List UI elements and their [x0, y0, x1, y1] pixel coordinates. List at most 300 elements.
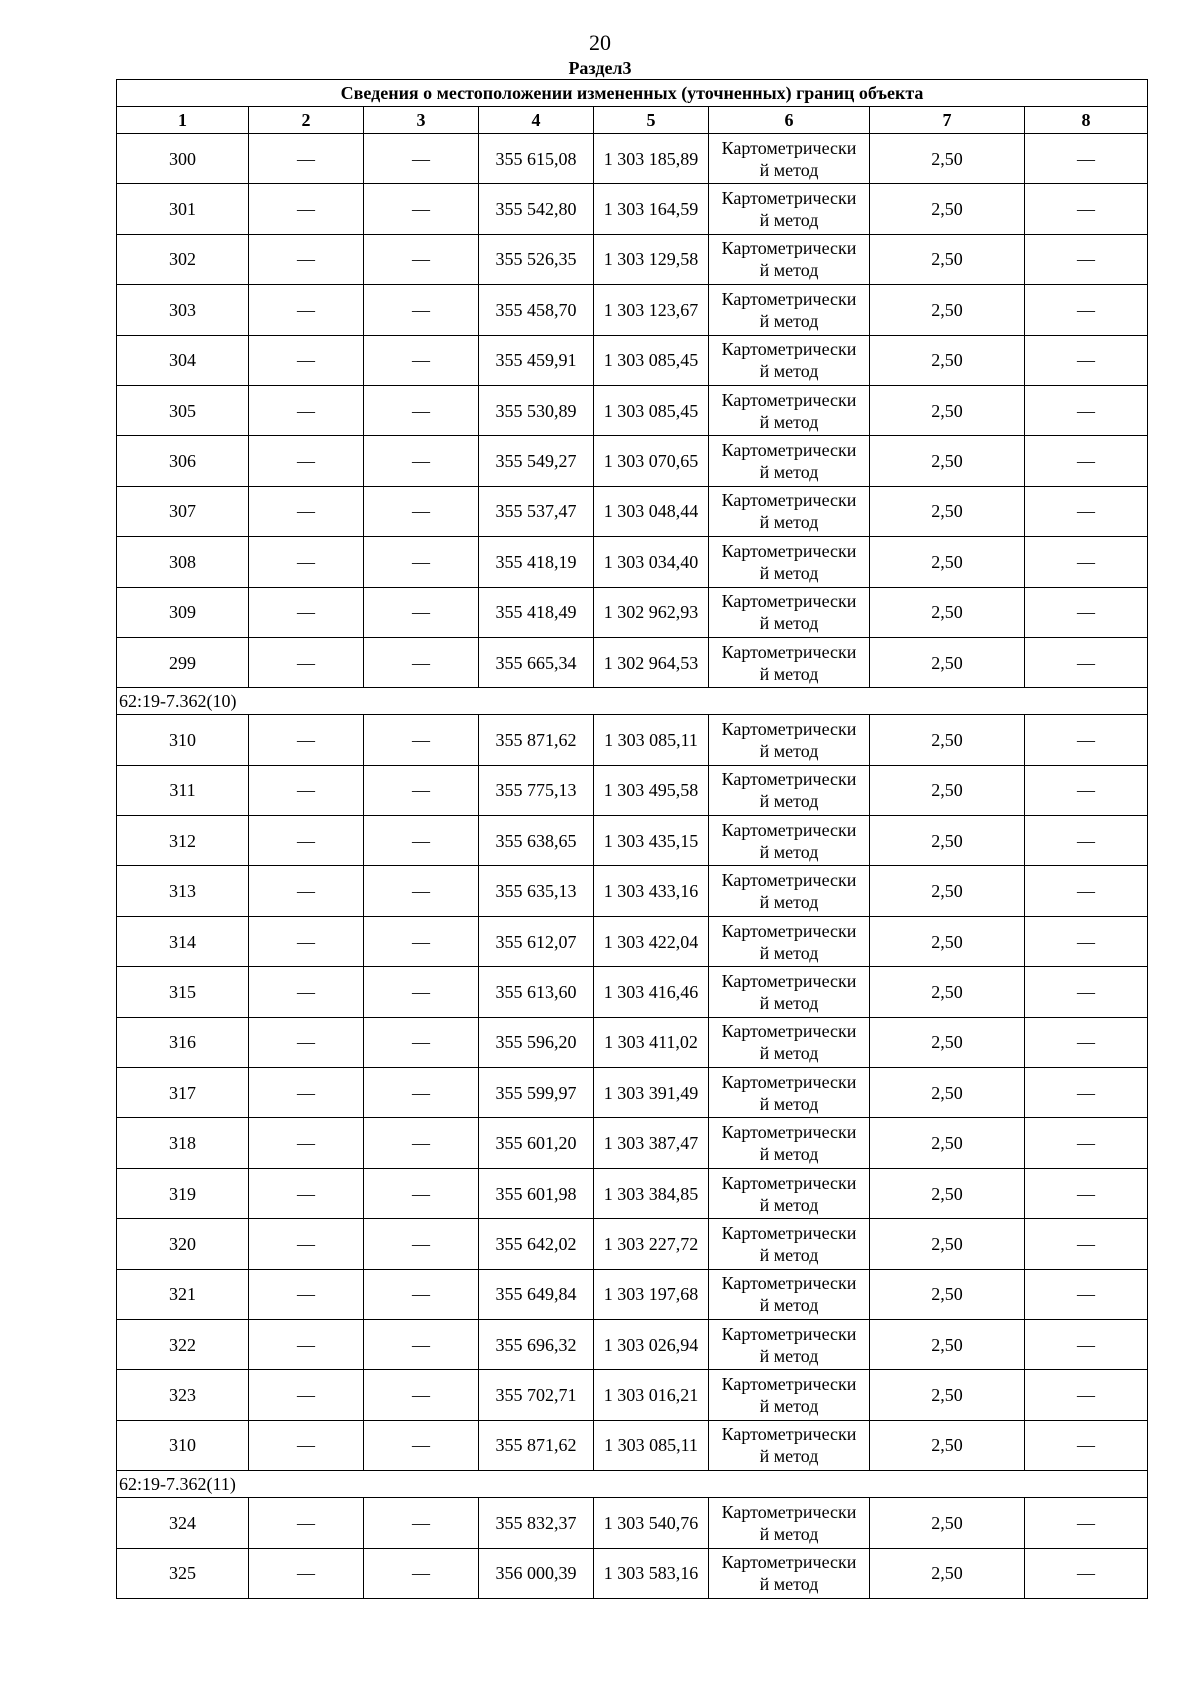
table-row [117, 916, 1148, 966]
method-line-1: Картометрически [721, 769, 857, 790]
y-coordinate: 1 303 422,04 [594, 916, 709, 966]
col-3-cell: — [364, 715, 479, 765]
col-3-cell: — [364, 1370, 479, 1420]
col-2-cell: — [249, 486, 364, 536]
group-row [117, 1471, 1148, 1498]
x-coordinate: 355 542,80 [479, 184, 594, 234]
x-coordinate: 356 000,39 [479, 1548, 594, 1598]
point-number: 315 [117, 967, 249, 1017]
accuracy-cell: 2,50 [870, 967, 1025, 1017]
col-8-cell: — [1025, 1498, 1148, 1548]
method-cell [709, 715, 870, 765]
method-line-2: й метод [759, 361, 819, 382]
col-3-cell: — [364, 587, 479, 637]
accuracy-cell: 2,50 [870, 436, 1025, 486]
col-8-cell: — [1025, 1319, 1148, 1369]
table-row [117, 234, 1148, 284]
col-2-cell: — [249, 715, 364, 765]
table-row [117, 285, 1148, 335]
point-number: 316 [117, 1017, 249, 1067]
column-number-8: 8 [1025, 107, 1148, 134]
accuracy-cell: 2,50 [870, 234, 1025, 284]
table-row [117, 1548, 1148, 1598]
accuracy-cell: 2,50 [870, 335, 1025, 385]
table-row [117, 1068, 1148, 1118]
col-8-cell: — [1025, 184, 1148, 234]
method-line-1: Картометрически [721, 1501, 857, 1522]
col-8-cell: — [1025, 1068, 1148, 1118]
method-line-2: й метод [759, 1446, 819, 1467]
page-number: 20 [589, 30, 611, 55]
col-8-cell: — [1025, 1118, 1148, 1168]
col-2-cell: — [249, 866, 364, 916]
method-line-1: Картометрически [721, 1122, 857, 1143]
method-line-1: Картометрически [721, 1071, 857, 1092]
table-row [117, 1219, 1148, 1269]
col-8-cell: — [1025, 1548, 1148, 1598]
x-coordinate: 355 635,13 [479, 866, 594, 916]
method-line-2: й метод [759, 512, 819, 533]
x-coordinate: 355 775,13 [479, 765, 594, 815]
col-3-cell: — [364, 285, 479, 335]
x-coordinate: 355 549,27 [479, 436, 594, 486]
point-number: 301 [117, 184, 249, 234]
method-line-1: Картометрически [721, 1323, 857, 1344]
boundary-table [116, 79, 1148, 1599]
method-line-2: й метод [759, 159, 819, 180]
point-number: 322 [117, 1319, 249, 1369]
col-2-cell: — [249, 1068, 364, 1118]
col-2-cell: — [249, 1370, 364, 1420]
accuracy-cell: 2,50 [870, 1498, 1025, 1548]
table-body [117, 134, 1148, 1599]
method-line-1: Картометрически [721, 920, 857, 941]
method-cell [709, 134, 870, 184]
accuracy-cell: 2,50 [870, 637, 1025, 687]
col-3-cell: — [364, 1118, 479, 1168]
table-row [117, 1168, 1148, 1218]
x-coordinate: 355 530,89 [479, 385, 594, 435]
col-8-cell: — [1025, 916, 1148, 966]
col-3-cell: — [364, 486, 479, 536]
col-3-cell: — [364, 1219, 479, 1269]
table-row [117, 134, 1148, 184]
y-coordinate: 1 303 384,85 [594, 1168, 709, 1218]
table-row [117, 1118, 1148, 1168]
method-cell [709, 537, 870, 587]
y-coordinate: 1 303 085,45 [594, 385, 709, 435]
col-3-cell: — [364, 866, 479, 916]
x-coordinate: 355 871,62 [479, 1420, 594, 1470]
accuracy-cell: 2,50 [870, 1068, 1025, 1118]
method-line-1: Картометрически [721, 1552, 857, 1573]
method-line-2: й метод [759, 462, 819, 483]
method-cell [709, 285, 870, 335]
method-cell [709, 1319, 870, 1369]
col-3-cell: — [364, 916, 479, 966]
x-coordinate: 355 537,47 [479, 486, 594, 536]
col-3-cell: — [364, 1498, 479, 1548]
method-cell [709, 486, 870, 536]
method-cell [709, 1068, 870, 1118]
column-number-row [117, 107, 1148, 134]
col-3-cell: — [364, 1017, 479, 1067]
point-number: 320 [117, 1219, 249, 1269]
method-cell [709, 637, 870, 687]
table-row [117, 184, 1148, 234]
column-number-4: 4 [479, 107, 594, 134]
col-2-cell: — [249, 1498, 364, 1548]
accuracy-cell: 2,50 [870, 816, 1025, 866]
method-line-2: й метод [759, 310, 819, 331]
method-line-1: Картометрически [721, 591, 857, 612]
accuracy-cell: 2,50 [870, 486, 1025, 536]
point-number: 308 [117, 537, 249, 587]
y-coordinate: 1 303 495,58 [594, 765, 709, 815]
table-row [117, 715, 1148, 765]
point-number: 318 [117, 1118, 249, 1168]
y-coordinate: 1 302 964,53 [594, 637, 709, 687]
point-number: 300 [117, 134, 249, 184]
point-number: 309 [117, 587, 249, 637]
col-8-cell: — [1025, 967, 1148, 1017]
method-line-1: Картометрически [721, 339, 857, 360]
x-coordinate: 355 458,70 [479, 285, 594, 335]
x-coordinate: 355 871,62 [479, 715, 594, 765]
accuracy-cell: 2,50 [870, 1118, 1025, 1168]
column-number-1: 1 [117, 107, 249, 134]
point-number: 305 [117, 385, 249, 435]
point-number: 319 [117, 1168, 249, 1218]
col-3-cell: — [364, 184, 479, 234]
x-coordinate: 355 599,97 [479, 1068, 594, 1118]
table-row [117, 967, 1148, 1017]
method-line-1: Картометрически [721, 819, 857, 840]
point-number: 324 [117, 1498, 249, 1548]
table-caption: Сведения о местоположении измененных (уточненных) границ объекта [117, 80, 1148, 107]
method-line-2: й метод [759, 1043, 819, 1064]
col-8-cell: — [1025, 637, 1148, 687]
table-row [117, 1370, 1148, 1420]
method-line-1: Картометрически [721, 1021, 857, 1042]
point-number: 313 [117, 866, 249, 916]
col-2-cell: — [249, 765, 364, 815]
method-line-2: й метод [759, 1244, 819, 1265]
method-line-1: Картометрически [721, 970, 857, 991]
method-line-2: й метод [759, 1194, 819, 1215]
accuracy-cell: 2,50 [870, 1269, 1025, 1319]
method-line-1: Картометрически [721, 718, 857, 739]
col-8-cell: — [1025, 385, 1148, 435]
point-number: 310 [117, 1420, 249, 1470]
col-3-cell: — [364, 234, 479, 284]
table-row [117, 637, 1148, 687]
method-line-2: й метод [759, 1396, 819, 1417]
accuracy-cell: 2,50 [870, 134, 1025, 184]
table-row [117, 866, 1148, 916]
col-3-cell: — [364, 1068, 479, 1118]
col-2-cell: — [249, 537, 364, 587]
y-coordinate: 1 303 185,89 [594, 134, 709, 184]
col-3-cell: — [364, 1548, 479, 1598]
method-cell [709, 436, 870, 486]
col-8-cell: — [1025, 587, 1148, 637]
method-line-1: Картометрически [721, 1273, 857, 1294]
table-row [117, 816, 1148, 866]
accuracy-cell: 2,50 [870, 587, 1025, 637]
col-8-cell: — [1025, 285, 1148, 335]
method-line-2: й метод [759, 613, 819, 634]
col-8-cell: — [1025, 537, 1148, 587]
x-coordinate: 355 642,02 [479, 1219, 594, 1269]
col-2-cell: — [249, 1420, 364, 1470]
col-2-cell: — [249, 436, 364, 486]
point-number: 304 [117, 335, 249, 385]
table-row [117, 385, 1148, 435]
method-line-2: й метод [759, 411, 819, 432]
method-cell [709, 234, 870, 284]
accuracy-cell: 2,50 [870, 916, 1025, 966]
method-line-1: Картометрически [721, 490, 857, 511]
point-number: 310 [117, 715, 249, 765]
method-line-1: Картометрически [721, 238, 857, 259]
point-number: 312 [117, 816, 249, 866]
col-2-cell: — [249, 1118, 364, 1168]
method-line-1: Картометрически [721, 641, 857, 662]
method-cell [709, 1370, 870, 1420]
point-number: 321 [117, 1269, 249, 1319]
method-line-1: Картометрически [721, 288, 857, 309]
point-number: 299 [117, 637, 249, 687]
column-number-2: 2 [249, 107, 364, 134]
table-row [117, 335, 1148, 385]
y-coordinate: 1 303 433,16 [594, 866, 709, 916]
method-line-1: Картометрически [721, 1222, 857, 1243]
point-number: 325 [117, 1548, 249, 1598]
method-cell [709, 184, 870, 234]
col-2-cell: — [249, 234, 364, 284]
method-line-2: й метод [759, 791, 819, 812]
method-line-2: й метод [759, 1295, 819, 1316]
y-coordinate: 1 303 016,21 [594, 1370, 709, 1420]
column-number-7: 7 [870, 107, 1025, 134]
point-number: 306 [117, 436, 249, 486]
table-row [117, 436, 1148, 486]
method-cell [709, 335, 870, 385]
method-line-2: й метод [759, 740, 819, 761]
col-8-cell: — [1025, 234, 1148, 284]
table-row [117, 587, 1148, 637]
y-coordinate: 1 303 387,47 [594, 1118, 709, 1168]
group-label: 62:19-7.362(11) [117, 1471, 1148, 1498]
y-coordinate: 1 303 085,11 [594, 1420, 709, 1470]
method-line-2: й метод [759, 1523, 819, 1544]
method-line-2: й метод [759, 663, 819, 684]
method-line-2: й метод [759, 992, 819, 1013]
x-coordinate: 355 649,84 [479, 1269, 594, 1319]
col-8-cell: — [1025, 765, 1148, 815]
y-coordinate: 1 303 026,94 [594, 1319, 709, 1369]
accuracy-cell: 2,50 [870, 1319, 1025, 1369]
method-cell [709, 765, 870, 815]
col-2-cell: — [249, 816, 364, 866]
y-coordinate: 1 303 123,67 [594, 285, 709, 335]
x-coordinate: 355 601,20 [479, 1118, 594, 1168]
method-cell [709, 916, 870, 966]
accuracy-cell: 2,50 [870, 715, 1025, 765]
x-coordinate: 355 613,60 [479, 967, 594, 1017]
accuracy-cell: 2,50 [870, 1017, 1025, 1067]
method-line-2: й метод [759, 942, 819, 963]
point-number: 314 [117, 916, 249, 966]
table-row [117, 765, 1148, 815]
table-row [117, 1269, 1148, 1319]
col-3-cell: — [364, 967, 479, 1017]
accuracy-cell: 2,50 [870, 866, 1025, 916]
method-line-2: й метод [759, 562, 819, 583]
y-coordinate: 1 303 034,40 [594, 537, 709, 587]
method-line-1: Картометрически [721, 870, 857, 891]
method-cell [709, 816, 870, 866]
col-3-cell: — [364, 1420, 479, 1470]
method-cell [709, 1118, 870, 1168]
table-row [117, 537, 1148, 587]
method-line-1: Картометрически [721, 389, 857, 410]
y-coordinate: 1 302 962,93 [594, 587, 709, 637]
col-8-cell: — [1025, 436, 1148, 486]
col-2-cell: — [249, 1017, 364, 1067]
method-line-2: й метод [759, 1144, 819, 1165]
x-coordinate: 355 418,19 [479, 537, 594, 587]
col-2-cell: — [249, 637, 364, 687]
col-3-cell: — [364, 637, 479, 687]
col-3-cell: — [364, 436, 479, 486]
accuracy-cell: 2,50 [870, 537, 1025, 587]
y-coordinate: 1 303 070,65 [594, 436, 709, 486]
col-8-cell: — [1025, 1017, 1148, 1067]
x-coordinate: 355 612,07 [479, 916, 594, 966]
col-2-cell: — [249, 967, 364, 1017]
x-coordinate: 355 418,49 [479, 587, 594, 637]
col-3-cell: — [364, 1168, 479, 1218]
method-cell [709, 1498, 870, 1548]
col-3-cell: — [364, 1269, 479, 1319]
col-3-cell: — [364, 765, 479, 815]
col-3-cell: — [364, 537, 479, 587]
x-coordinate: 355 459,91 [479, 335, 594, 385]
accuracy-cell: 2,50 [870, 285, 1025, 335]
y-coordinate: 1 303 411,02 [594, 1017, 709, 1067]
accuracy-cell: 2,50 [870, 1548, 1025, 1598]
method-line-1: Картометрически [721, 1374, 857, 1395]
col-8-cell: — [1025, 134, 1148, 184]
col-3-cell: — [364, 134, 479, 184]
method-cell [709, 967, 870, 1017]
x-coordinate: 355 665,34 [479, 637, 594, 687]
col-2-cell: — [249, 1269, 364, 1319]
y-coordinate: 1 303 227,72 [594, 1219, 709, 1269]
point-number: 303 [117, 285, 249, 335]
y-coordinate: 1 303 164,59 [594, 184, 709, 234]
y-coordinate: 1 303 540,76 [594, 1498, 709, 1548]
point-number: 317 [117, 1068, 249, 1118]
group-label: 62:19-7.362(10) [117, 688, 1148, 715]
method-cell [709, 1219, 870, 1269]
y-coordinate: 1 303 197,68 [594, 1269, 709, 1319]
y-coordinate: 1 303 085,45 [594, 335, 709, 385]
group-row [117, 688, 1148, 715]
col-2-cell: — [249, 184, 364, 234]
method-line-2: й метод [759, 892, 819, 913]
accuracy-cell: 2,50 [870, 184, 1025, 234]
x-coordinate: 355 615,08 [479, 134, 594, 184]
y-coordinate: 1 303 435,15 [594, 816, 709, 866]
point-number: 311 [117, 765, 249, 815]
accuracy-cell: 2,50 [870, 765, 1025, 815]
method-cell [709, 1269, 870, 1319]
method-line-2: й метод [759, 210, 819, 231]
y-coordinate: 1 303 048,44 [594, 486, 709, 536]
table-row [117, 486, 1148, 536]
col-8-cell: — [1025, 715, 1148, 765]
col-2-cell: — [249, 587, 364, 637]
accuracy-cell: 2,50 [870, 385, 1025, 435]
col-8-cell: — [1025, 1219, 1148, 1269]
column-number-5: 5 [594, 107, 709, 134]
table-row [117, 1319, 1148, 1369]
col-8-cell: — [1025, 1370, 1148, 1420]
method-line-1: Картометрически [721, 188, 857, 209]
col-3-cell: — [364, 816, 479, 866]
table-row [117, 1017, 1148, 1067]
point-number: 323 [117, 1370, 249, 1420]
col-2-cell: — [249, 385, 364, 435]
col-8-cell: — [1025, 866, 1148, 916]
method-line-1: Картометрически [721, 1424, 857, 1445]
col-2-cell: — [249, 335, 364, 385]
accuracy-cell: 2,50 [870, 1370, 1025, 1420]
column-number-6: 6 [709, 107, 870, 134]
y-coordinate: 1 303 085,11 [594, 715, 709, 765]
col-3-cell: — [364, 335, 479, 385]
col-8-cell: — [1025, 486, 1148, 536]
method-line-1: Картометрически [721, 540, 857, 561]
x-coordinate: 355 601,98 [479, 1168, 594, 1218]
col-8-cell: — [1025, 1420, 1148, 1470]
column-number-3: 3 [364, 107, 479, 134]
table-row [117, 1498, 1148, 1548]
x-coordinate: 355 832,37 [479, 1498, 594, 1548]
method-line-2: й метод [759, 1345, 819, 1366]
accuracy-cell: 2,50 [870, 1168, 1025, 1218]
col-2-cell: — [249, 1319, 364, 1369]
y-coordinate: 1 303 129,58 [594, 234, 709, 284]
x-coordinate: 355 696,32 [479, 1319, 594, 1369]
method-cell [709, 587, 870, 637]
col-2-cell: — [249, 1219, 364, 1269]
col-8-cell: — [1025, 1168, 1148, 1218]
x-coordinate: 355 526,35 [479, 234, 594, 284]
method-cell [709, 1017, 870, 1067]
x-coordinate: 355 638,65 [479, 816, 594, 866]
method-line-1: Картометрически [721, 1172, 857, 1193]
col-2-cell: — [249, 1168, 364, 1218]
method-line-2: й метод [759, 260, 819, 281]
method-cell [709, 1548, 870, 1598]
col-2-cell: — [249, 285, 364, 335]
method-line-2: й метод [759, 841, 819, 862]
x-coordinate: 355 596,20 [479, 1017, 594, 1067]
